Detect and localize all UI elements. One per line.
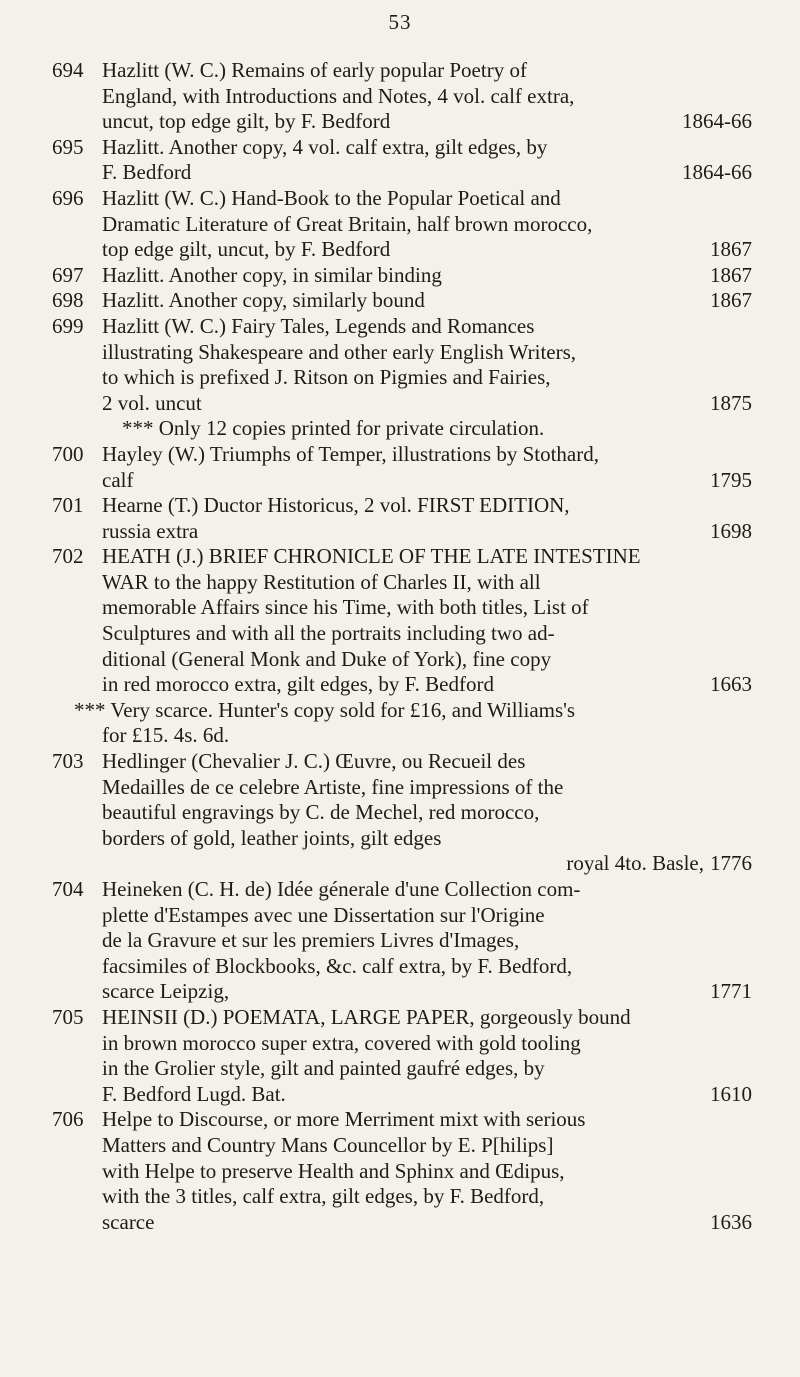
entry-last-line — [102, 109, 752, 135]
entry-date: 1610 — [710, 1081, 752, 1106]
lot-number: 698 — [52, 288, 84, 313]
entry-last-line — [102, 263, 752, 289]
entry-date: 1864-66 — [682, 160, 752, 185]
entry-date: 1776 — [710, 851, 752, 876]
entry-binding: calf — [102, 467, 134, 492]
lot-number: 699 — [52, 313, 84, 338]
entry-line: illustrating Shakespeare and other early English Writers, — [102, 339, 577, 364]
entry-binding: royal 4to. Basle, — [566, 851, 704, 876]
entry-binding: in red morocco extra, gilt edges, by F. Bedford — [102, 672, 494, 697]
entry-line: HEINSII (D.) POEMATA, LARGE PAPER, gorgeously bound — [102, 1004, 631, 1029]
entry-last-line — [102, 1082, 752, 1108]
entry-line: Matters and Country Mans Councellor by E. P[hilips] — [102, 1132, 554, 1157]
entry-last-line — [102, 1210, 752, 1236]
entry-last-line — [102, 519, 752, 545]
catalogue-entry — [52, 1107, 752, 1235]
entry-last-line — [102, 288, 752, 314]
entry-binding: russia extra — [102, 518, 199, 543]
entry-binding: F. Bedford — [102, 160, 192, 185]
entry-line: Hazlitt (W. C.) Fairy Tales, Legends and Romances — [102, 313, 535, 338]
entry-line: borders of gold, leather joints, gilt edges — [102, 825, 442, 850]
entry-line: Hazlitt. Another copy, 4 vol. calf extra, gilt edges, by — [102, 134, 548, 159]
note-line: *** Only 12 copies printed for private circulation. — [122, 416, 545, 441]
catalogue-entry — [52, 493, 752, 544]
entry-line: memorable Affairs since his Time, with both titles, List of — [102, 595, 589, 620]
entry-line: in brown morocco super extra, covered with gold tooling — [102, 1030, 581, 1055]
note-line: for £15. 4s. 6d. — [102, 723, 230, 748]
catalogue-entry — [52, 544, 752, 698]
lot-number: 701 — [52, 493, 84, 518]
catalogue-entry — [52, 263, 752, 289]
catalogue-entry — [52, 135, 752, 186]
entry-line: Hazlitt (W. C.) Hand-Book to the Popular Poetical and — [102, 185, 561, 210]
entry-binding: scarce Leipzig, — [102, 979, 230, 1004]
page-number: 53 — [388, 10, 412, 34]
entry-line: Hayley (W.) Triumphs of Temper, illustrations by Stothard, — [102, 441, 599, 466]
entry-note — [52, 416, 752, 442]
entry-binding: top edge gilt, uncut, by F. Bedford — [102, 237, 391, 262]
entry-line: ditional (General Monk and Duke of York), fine copy — [102, 646, 552, 671]
entry-line: beautiful engravings by C. de Mechel, red morocco, — [102, 800, 540, 825]
entry-date: 1867 — [710, 288, 752, 313]
lot-number: 700 — [52, 441, 84, 466]
entry-line: Medailles de ce celebre Artiste, fine impressions of the — [102, 774, 564, 799]
lot-number: 704 — [52, 877, 84, 901]
entry-line: to which is prefixed J. Ritson on Pigmies and Fairies, — [102, 365, 551, 390]
entry-date: 1875 — [710, 390, 752, 415]
entry-line: England, with Introductions and Notes, 4 vol. calf extra, — [102, 83, 575, 108]
entry-date: 1867 — [710, 237, 752, 262]
entry-line: facsimiles of Blockbooks, &c. calf extra, by F. Bedford, — [102, 953, 573, 978]
entry-last-line — [102, 237, 752, 263]
lot-number: 706 — [52, 1107, 84, 1132]
entry-last-line — [102, 851, 752, 877]
entry-date: 1698 — [710, 518, 752, 543]
entry-last-line — [102, 468, 752, 494]
catalogue-entry — [52, 288, 752, 314]
catalogue-entry — [52, 58, 752, 135]
entry-line: Helpe to Discourse, or more Merriment mixt with serious — [102, 1107, 586, 1132]
catalogue-entry — [52, 186, 752, 263]
entry-line: plette d'Estampes avec une Dissertation sur l'Origine — [102, 902, 545, 927]
entry-line: Sculptures and with all the portraits including two ad- — [102, 621, 555, 646]
lot-number: 703 — [52, 749, 84, 774]
entry-date: 1795 — [710, 467, 752, 492]
catalogue-entry — [52, 442, 752, 493]
lot-number: 705 — [52, 1004, 84, 1029]
catalogue-entry — [52, 877, 752, 1005]
lot-number: 696 — [52, 185, 84, 210]
catalogue-list — [52, 58, 752, 1235]
entry-date: 1771 — [710, 979, 752, 1004]
entry-line: de la Gravure et sur les premiers Livres d'Images, — [102, 928, 520, 953]
entry-date: 1636 — [710, 1209, 752, 1234]
entry-line: with Helpe to preserve Health and Sphinx and Œdipus, — [102, 1158, 565, 1183]
entry-line: Dramatic Literature of Great Britain, half brown morocco, — [102, 211, 593, 236]
entry-line: WAR to the happy Restitution of Charles II, with all — [102, 569, 541, 594]
entry-binding: uncut, top edge gilt, by F. Bedford — [102, 109, 391, 134]
entry-line: Hedlinger (Chevalier J. C.) Œuvre, ou Recueil des — [102, 749, 526, 774]
entry-date: 1867 — [710, 262, 752, 287]
entry-line: with the 3 titles, calf extra, gilt edges, by F. Bedford, — [102, 1184, 545, 1209]
entry-date: 1864-66 — [682, 109, 752, 134]
note-line: *** Very scarce. Hunter's copy sold for £16, and Williams's — [74, 697, 576, 722]
entry-last-line — [102, 979, 752, 1005]
lot-number: 697 — [52, 262, 84, 287]
entry-date: 1663 — [710, 672, 752, 697]
entry-line: in the Grolier style, gilt and painted gaufré edges, by — [102, 1056, 545, 1081]
entry-binding: Hazlitt. Another copy, in similar binding — [102, 262, 442, 287]
lot-number: 694 — [52, 58, 84, 82]
lot-number: 695 — [52, 134, 84, 159]
entry-note — [52, 698, 752, 749]
entry-binding: Hazlitt. Another copy, similarly bound — [102, 288, 425, 313]
entry-last-line — [102, 160, 752, 186]
catalogue-entry — [52, 749, 752, 877]
entry-binding: F. Bedford Lugd. Bat. — [102, 1081, 286, 1106]
entry-last-line — [102, 672, 752, 698]
entry-binding: scarce — [102, 1209, 155, 1234]
entry-last-line — [102, 391, 752, 417]
lot-number: 702 — [52, 544, 84, 569]
entry-line: Hazlitt (W. C.) Remains of early popular Poetry of — [102, 58, 527, 82]
catalogue-entry — [52, 314, 752, 416]
catalogue-entry — [52, 1005, 752, 1107]
entry-line: Heineken (C. H. de) Idée génerale d'une Collection com- — [102, 877, 581, 901]
entry-line: Hearne (T.) Ductor Historicus, 2 vol. FIRST EDITION, — [102, 493, 570, 518]
entry-line: HEATH (J.) BRIEF CHRONICLE OF THE LATE INTESTINE — [102, 544, 641, 569]
entry-binding: 2 vol. uncut — [102, 390, 202, 415]
